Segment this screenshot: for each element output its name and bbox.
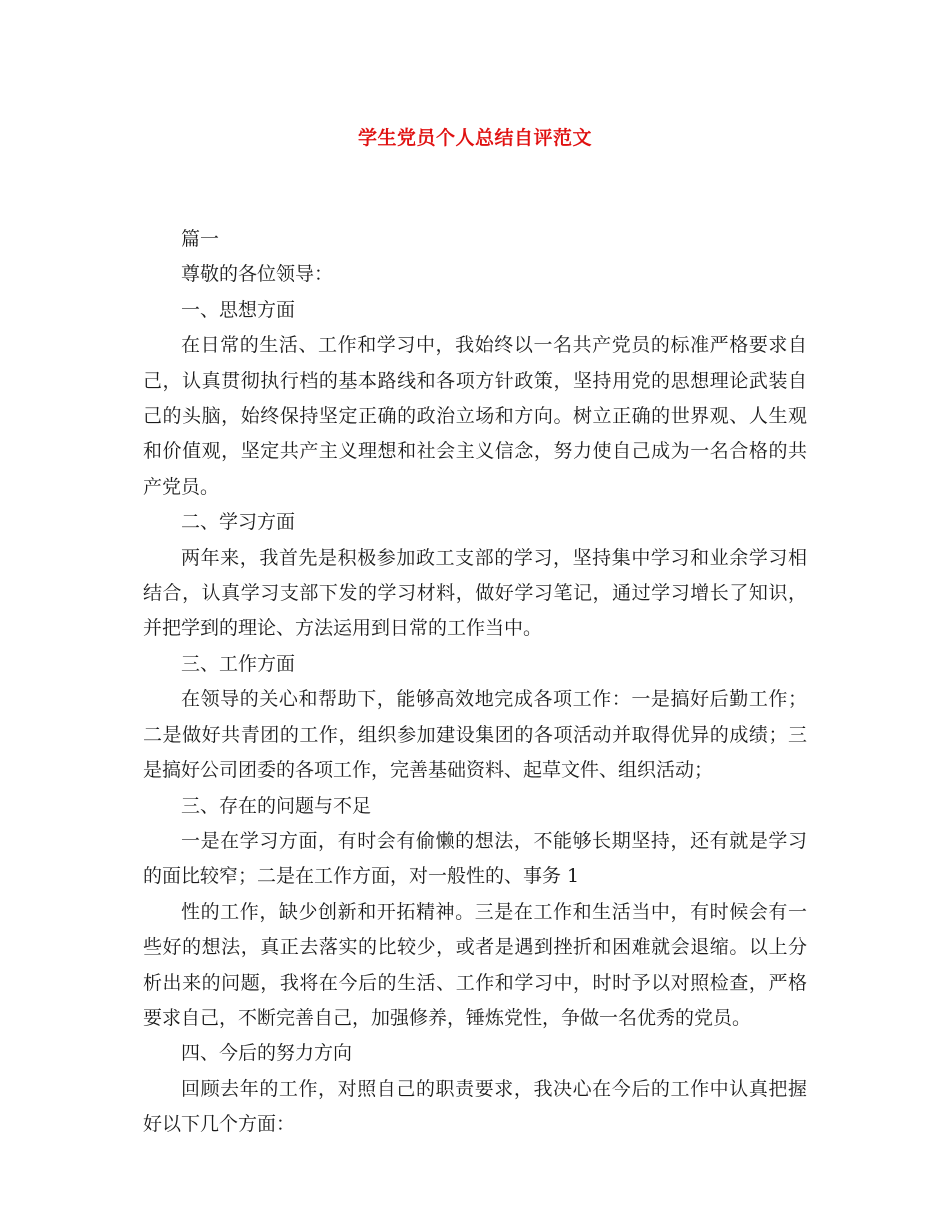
body-paragraph: 在领导的关心和帮助下，能够高效地完成各项工作：一是搞好后勤工作；二是做好共青团的工作，组织参加建设集团的各项活动并取得优异的成绩；三是搞好公司团委的各项工作，完善基础资料、起草文件、组织活动； [143, 688, 807, 782]
section-heading: 一、思想方面 [181, 298, 296, 321]
body-paragraph: 回顾去年的工作，对照自己的职责要求，我决心在今后的工作中认真把握好以下几个方面： [143, 1077, 807, 1136]
body-paragraph: 在日常的生活、工作和学习中，我始终以一名共产党员的标准严格要求自己，认真贯彻执行档的基本路线和各项方针政策，坚持用党的思想理论武装自己的头脑，始终保持坚定正确的政治立场和方向。树立正确的世界观、人生观和价值观，坚定共产主义理想和社会主义信念，努力使自己成为一名合格的共产党员。 [143, 334, 807, 498]
section-heading: 二、学习方面 [181, 511, 296, 534]
body-paragraph: 性的工作，缺少创新和开拓精神。三是在工作和生活当中，有时候会有一些好的想法，真正去落实的比较少，或者是遇到挫折和困难就会退缩。以上分析出来的问题，我将在今后的生活、工作和学习中，时时予以对照检查，严格要求自己，不断完善自己，加强修养，锤炼党性，争做一名优秀的党员。 [143, 900, 807, 1029]
body-paragraph: 一是在学习方面，有时会有偷懒的想法，不能够长期坚持，还有就是学习的面比较窄；二是在工作方面，对一般性的、事务 1 [143, 829, 807, 888]
body-paragraph: 两年来，我首先是积极参加政工支部的学习，坚持集中学习和业余学习相结合，认真学习支部下发的学习材料，做好学习笔记，通过学习增长了知识，并把学到的理论、方法运用到日常的工作当中。 [143, 546, 807, 640]
section-label: 篇一 [181, 228, 220, 250]
document-body [143, 222, 807, 1143]
section-heading: 四、今后的努力方向 [181, 1042, 353, 1065]
section-heading: 三、存在的问题与不足 [181, 794, 372, 817]
section-heading: 三、工作方面 [181, 652, 296, 675]
salutation: 尊敬的各位领导： [181, 263, 334, 286]
document-title: 学生党员个人总结自评范文 [357, 127, 592, 149]
